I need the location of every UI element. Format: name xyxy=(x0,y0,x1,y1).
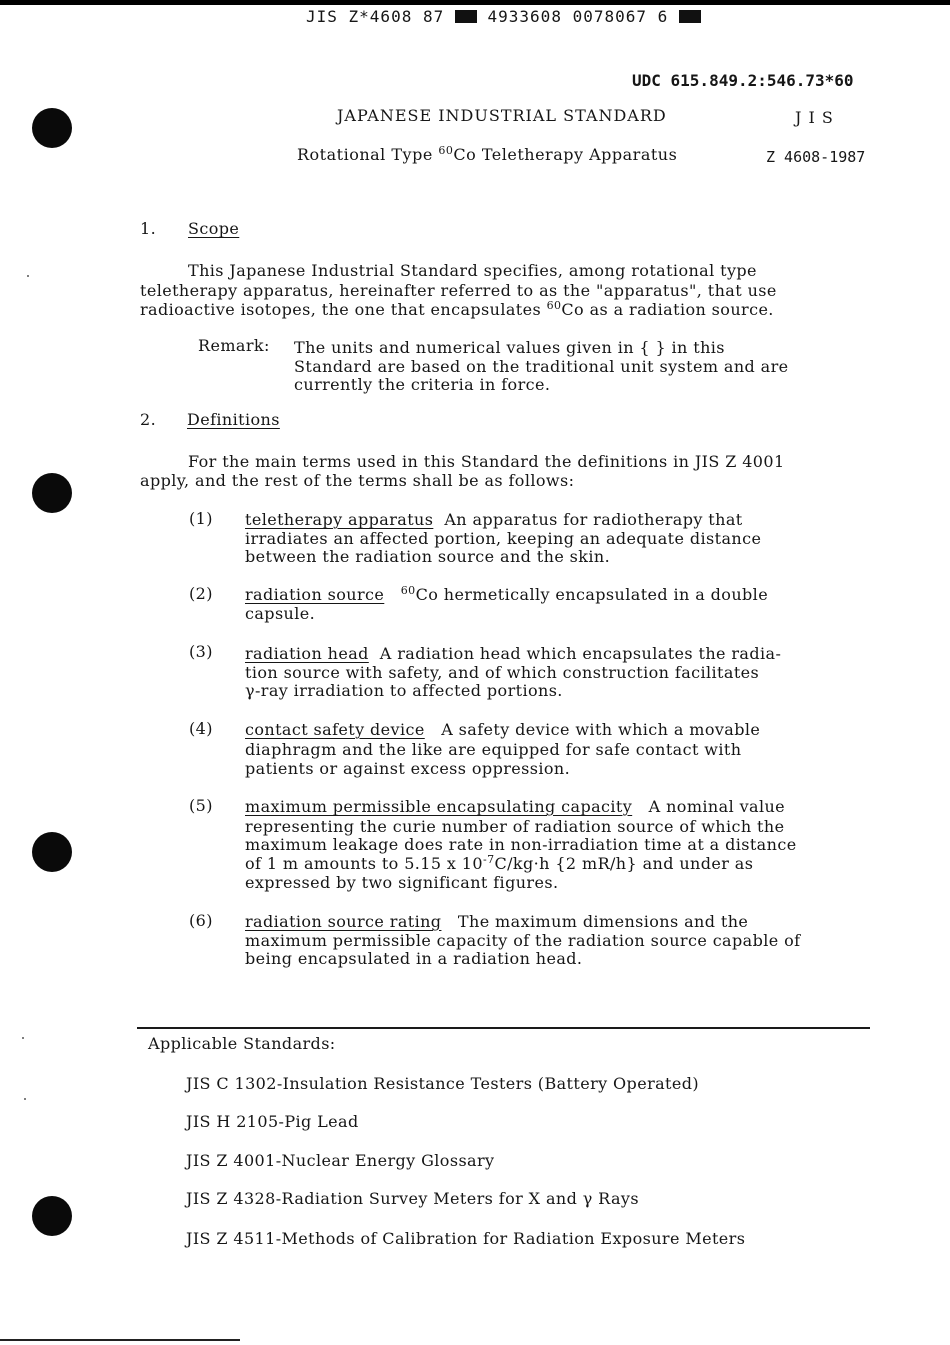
remark-text: The units and numerical values given in { } in this xyxy=(294,338,725,357)
section-number: 2. xyxy=(140,410,157,429)
remark-text: Standard are based on the traditional unit system and are xyxy=(294,357,789,376)
definition-number: (3) xyxy=(189,642,213,661)
punch-hole xyxy=(32,473,72,513)
applicable-standard-item: JIS Z 4511-Methods of Calibration for Radiation Exposure Meters xyxy=(186,1229,746,1248)
standard-subtitle: Rotational Type $^{60}$Co Teletherapy Apparatus xyxy=(297,144,678,164)
jis-mark: J I S xyxy=(795,108,834,127)
section-number: 1. xyxy=(140,219,157,238)
definition-text: patients or against excess oppression. xyxy=(245,759,571,778)
scan-speck xyxy=(22,1037,24,1039)
definition-text: between the radiation source and the skin. xyxy=(245,547,611,566)
footnote-divider xyxy=(137,1027,870,1029)
scan-top-border xyxy=(0,0,950,5)
barcode-block xyxy=(679,10,701,23)
applicable-standard-item: JIS H 2105-Pig Lead xyxy=(186,1112,359,1131)
definition-term: teletherapy apparatus xyxy=(245,510,434,529)
punch-hole xyxy=(32,832,72,872)
doc-code-strip xyxy=(306,7,701,26)
definition-term: contact safety device xyxy=(245,720,425,739)
scope-text: This Japanese Industrial Standard specifies, among rotational type xyxy=(188,261,757,280)
remark-text: currently the criteria in force. xyxy=(294,375,551,394)
scan-speck xyxy=(24,1098,26,1100)
definition-term: maximum permissible encapsulating capacity xyxy=(245,797,633,816)
standard-number: Z 4608-1987 xyxy=(766,148,866,166)
section-heading-scope: Scope xyxy=(188,219,240,238)
scan-bottom-edge xyxy=(0,1339,240,1341)
standard-title: JAPANESE INDUSTRIAL STANDARD xyxy=(337,106,667,125)
definition-text: of 1 m amounts to 5.15 x $10^{-7}C/kg\cdot h$ {2 mR/h} and under as xyxy=(245,853,754,873)
scope-text: radioactive isotopes, the one that encapsulates $^{60}$Co as a radiation source. xyxy=(140,299,774,319)
definition-term: radiation source xyxy=(245,585,385,604)
definition-number: (4) xyxy=(189,719,213,738)
section-heading-definitions: Definitions xyxy=(187,410,280,429)
punch-hole xyxy=(32,1196,72,1236)
definitions-intro: For the main terms used in this Standard the definitions in JIS Z 4001 xyxy=(188,452,785,471)
definition-text: maximum permissible capacity of the radiation source capable of xyxy=(245,931,801,950)
udc-code: UDC 615.849.2:546.73*60 xyxy=(632,71,854,90)
scope-text: teletherapy apparatus, hereinafter referred to as the "apparatus", that use xyxy=(140,281,777,300)
definition-text: expressed by two significant figures. xyxy=(245,873,559,892)
definition-term: radiation source rating xyxy=(245,912,442,931)
definition-text: irradiates an affected portion, keeping an adequate distance xyxy=(245,529,762,548)
definitions-intro: apply, and the rest of the terms shall be as follows: xyxy=(140,471,575,490)
punch-hole xyxy=(32,108,72,148)
definition-text: diaphragm and the like are equipped for safe contact with xyxy=(245,740,742,759)
definition-text: tion source with safety, and of which construction facilitates xyxy=(245,663,760,682)
barcode-block xyxy=(455,10,477,23)
definition-text: γ-ray irradiation to affected portions. xyxy=(245,681,563,700)
definition-number: (1) xyxy=(189,509,213,528)
definition-text: being encapsulated in a radiation head. xyxy=(245,949,583,968)
definition-text: capsule. xyxy=(245,604,316,623)
definition-term: radiation head xyxy=(245,644,369,663)
definition-item: radiation head A radiation head which encapsulates the radia- xyxy=(245,644,782,663)
definition-item: radiation source $^{60}$Co hermetically encapsulated in a double xyxy=(245,584,769,604)
doc-code: JIS Z*4608 87 xyxy=(306,7,445,26)
definition-item: contact safety device A safety device with which a movable xyxy=(245,720,761,739)
definition-number: (6) xyxy=(189,911,213,930)
applicable-standard-item: JIS C 1302-Insulation Resistance Testers (Battery Operated) xyxy=(186,1074,700,1093)
definition-item: maximum permissible encapsulating capacity A nominal value xyxy=(245,797,786,816)
applicable-standards-heading: Applicable Standards: xyxy=(148,1034,336,1053)
definition-number: (2) xyxy=(189,584,213,603)
definition-text: representing the curie number of radiation source of which the xyxy=(245,817,785,836)
definition-number: (5) xyxy=(189,796,213,815)
definition-item: radiation source rating The maximum dimensions and the xyxy=(245,912,749,931)
scan-speck xyxy=(27,275,29,277)
definition-text: maximum leakage does rate in non-irradiation time at a distance xyxy=(245,835,797,854)
remark-label: Remark: xyxy=(198,336,270,355)
applicable-standard-item: JIS Z 4001-Nuclear Energy Glossary xyxy=(186,1151,495,1170)
definition-item: teletherapy apparatus An apparatus for radiotherapy that xyxy=(245,510,743,529)
barcode-number: 4933608 0078067 6 xyxy=(487,7,669,26)
applicable-standard-item: JIS Z 4328-Radiation Survey Meters for X and γ Rays xyxy=(186,1189,639,1208)
